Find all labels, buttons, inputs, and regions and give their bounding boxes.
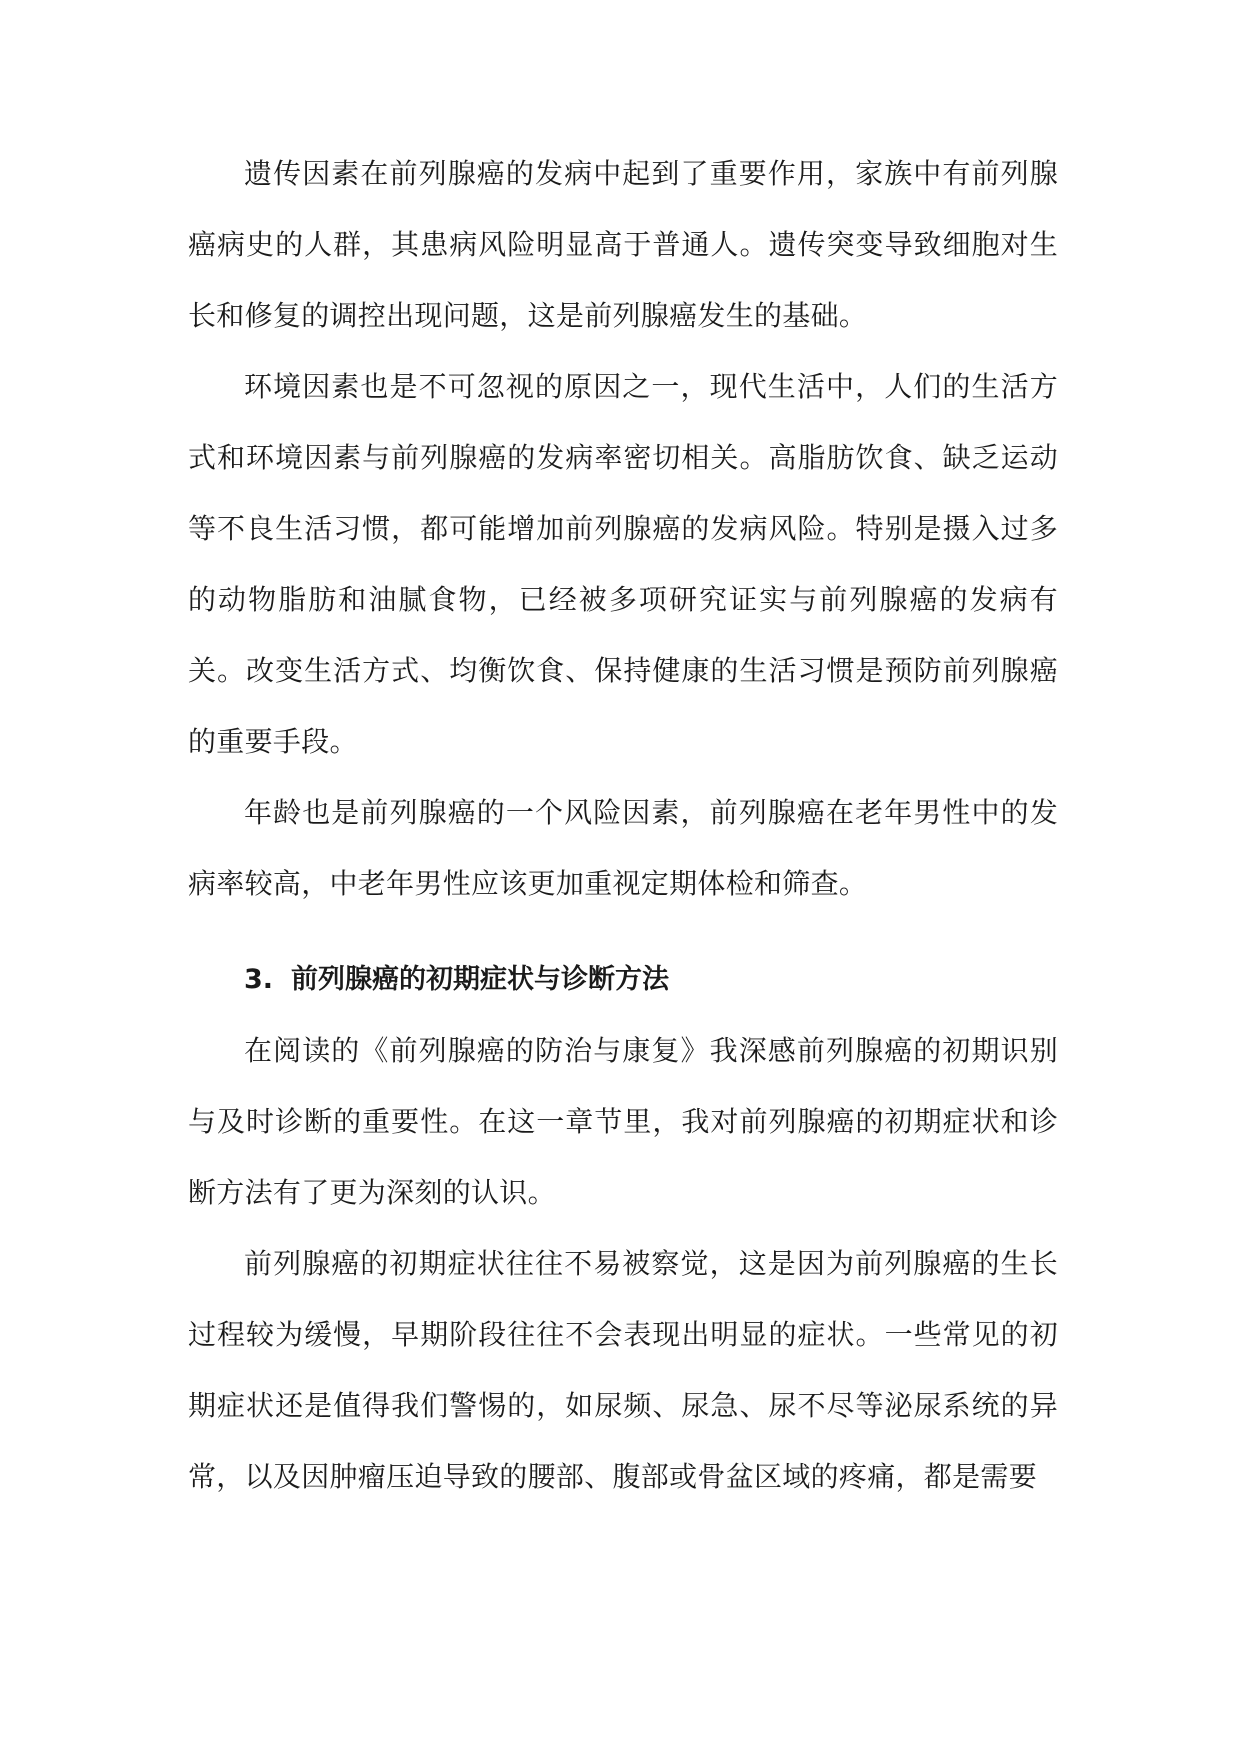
paragraph-early-symptoms: 前列腺癌的初期症状往往不易被察觉，这是因为前列腺癌的生长过程较为缓慢，早期阶段往往不会表现出明显的症状。一些常见的初期症状还是值得我们警惕的，如尿频、尿急、尿不尽等泌尿系统的异常，以及因肿瘤压迫导致的腰部、腹部或骨盆区域的疼痛，都是需要 [188,1247,1058,1493]
paragraph-genetic-factors: 遗传因素在前列腺癌的发病中起到了重要作用，家族中有前列腺癌病史的人群，其患病风险明显高于普通人。遗传突变导致细胞对生长和修复的调控出现问题，这是前列腺癌发生的基础。 [188,157,1058,332]
section-heading [188,944,1058,1015]
section-number: 3. [244,964,274,995]
section-title: 前列腺癌的初期症状与诊断方法 [291,964,670,995]
paragraph-environmental-factors: 环境因素也是不可忽视的原因之一，现代生活中，人们的生活方式和环境因素与前列腺癌的发病率密切相关。高脂肪饮食、缺乏运动等不良生活习惯，都可能增加前列腺癌的发病风险。特别是摄入过多的动物脂肪和油腻食物，已经被多项研究证实与前列腺癌的发病有关。改变生活方式、均衡饮食、保持健康的生活习惯是预防前列腺癌的重要手段。 [188,370,1058,758]
paragraph-reading-intro: 在阅读的《前列腺癌的防治与康复》我深感前列腺癌的初期识别与及时诊断的重要性。在这一章节里，我对前列腺癌的初期症状和诊断方法有了更为深刻的认识。 [188,1034,1058,1209]
paragraph-age-factor: 年龄也是前列腺癌的一个风险因素，前列腺癌在老年男性中的发病率较高，中老年男性应该更加重视定期体检和筛查。 [188,796,1058,900]
document-page [188,138,1058,1512]
